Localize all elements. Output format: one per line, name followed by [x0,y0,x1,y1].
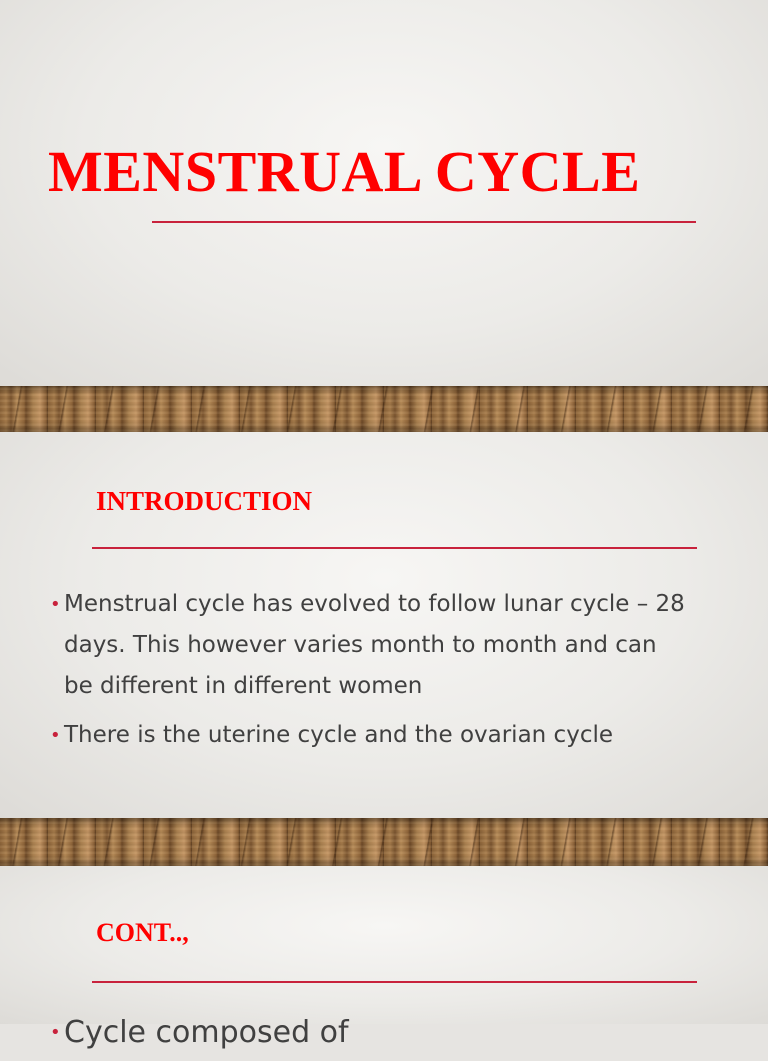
wood-floor-divider [0,386,768,432]
slide-title-text: MENSTRUAL CYCLE [48,139,641,204]
slide-cont [0,866,768,1050]
bullet-item [50,584,690,707]
bullet-text: Cycle composed of [64,1015,349,1050]
title-underline [152,221,696,223]
slide-heading: INTRODUCTION [96,486,313,516]
slide-introduction [0,432,768,818]
bullet-item [50,715,690,756]
heading-underline [92,981,697,983]
bullet-text: There is the uterine cycle and the ovarian cycle [64,722,614,748]
bullet-list [50,1012,690,1061]
slide-heading: CONT.., [96,918,189,947]
bullet-dot-icon: • [50,594,61,615]
heading-underline [92,547,697,549]
bullet-dot-icon: • [50,1022,61,1043]
wood-floor-divider [0,818,768,866]
slide-title [0,0,768,386]
bullet-item [50,1012,690,1053]
bullet-list [50,584,690,764]
bullet-dot-icon: • [50,725,61,746]
bullet-text: Menstrual cycle has evolved to follow lunar cycle – 28 days. This however varies month to month and can be different in different women [64,591,685,699]
